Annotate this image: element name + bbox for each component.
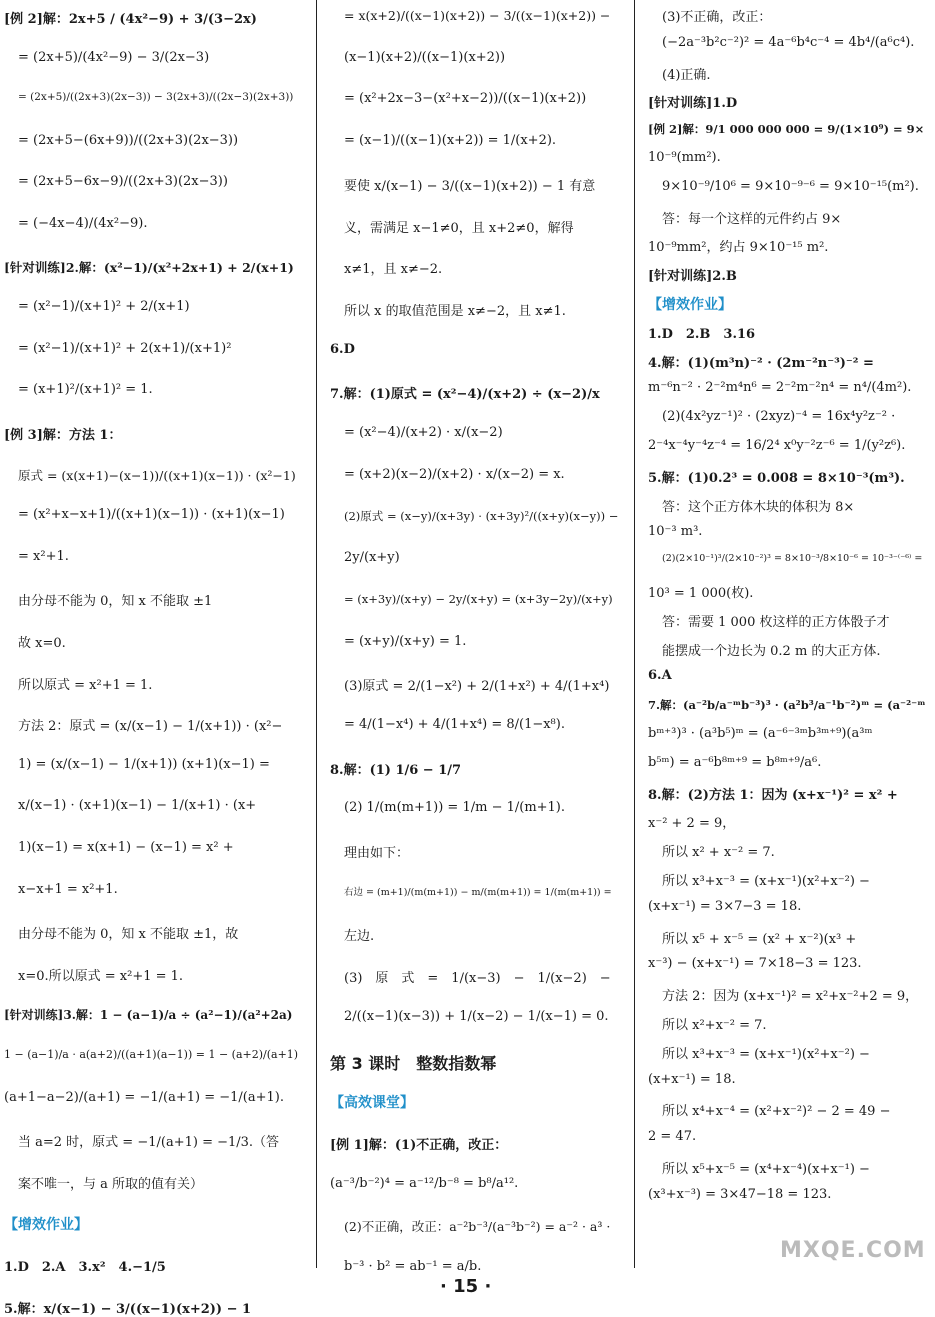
text-line: = (x+y)/(x+y) = 1. <box>344 633 467 649</box>
text-line: x⁻² + 2 = 9， <box>648 816 736 832</box>
text-line: m⁻⁶n⁻² · 2⁻²m⁴n⁶ = 2⁻²m⁻²n⁴ = n⁴/(4m²). <box>648 380 912 396</box>
text-line: 1) = (x/(x−1) − 1/(x+1)) (x+1)(x−1) = <box>18 756 270 772</box>
text-line: 能摆成一个边长为 0.2 m 的大正方体. <box>662 643 881 659</box>
text-line: (a+1−a−2)/(a+1) = −1/(a+1) = −1/(a+1). <box>4 1089 284 1105</box>
text-line: 答：需要 1 000 枚这样的正方体骰子才 <box>662 614 890 630</box>
text-line: [针对训练]1.D <box>648 96 738 112</box>
text-line: 10⁻⁹mm²，约占 9×10⁻¹⁵ m². <box>648 240 829 256</box>
text-line: 所以 x 的取值范围是 x≠−2，且 x≠1. <box>344 303 566 319</box>
text-line: = (x²+2x−3−(x²+x−2))/((x−1)(x+2)) <box>344 91 587 107</box>
text-line: 4.解：(1)(m³n)⁻² · (2m⁻²n⁻³)⁻² = <box>648 355 874 371</box>
text-line: 2 = 47. <box>648 1129 697 1145</box>
section-heading: 【增效作业】 <box>648 297 732 313</box>
text-line: 所以 x⁵+x⁻⁵ = (x⁴+x⁻⁴)(x+x⁻¹) − <box>662 1162 870 1177</box>
text-line: 义，需满足 x−1≠0，且 x+2≠0，解得 <box>344 220 574 236</box>
column-divider-1 <box>316 0 317 1268</box>
text-line: 1 − (a−1)/a · a(a+2)/((a+1)(a−1)) = 1 − (a+2)/(a+1) <box>4 1048 299 1061</box>
text-line: b⁻³ · b² = ab⁻¹ = a/b. <box>344 1259 482 1274</box>
text-line: 答：这个正方体木块的体积为 8× <box>662 499 855 515</box>
text-line: = (x+3y)/(x+y) − 2y/(x+y) = (x+3y−2y)/(x+y) <box>344 591 613 606</box>
text-line: 10³ = 1 000(枚). <box>648 586 754 601</box>
text-line: 1.D 2.A 3.x² 4.−1/5 <box>4 1260 166 1275</box>
text-line: (2)(4x²yz⁻¹)² · (2xyz)⁻⁴ = 16x⁴y²z⁻² · <box>662 409 896 425</box>
text-line: 故 x=0. <box>18 636 66 651</box>
text-line: 原式 = (x(x+1)−(x−1))/((x+1)(x−1)) · (x²−1) <box>18 467 296 483</box>
text-line: 2/((x−1)(x−3)) + 1/(x−2) − 1/(x−1) = 0. <box>344 1008 609 1024</box>
text-line: (3)原式 = 2/(1−x²) + 2/(1+x²) + 4/(1+x⁴) <box>344 679 610 695</box>
text-line: 所以 x³+x⁻³ = (x+x⁻¹)(x²+x⁻²) − <box>662 874 870 889</box>
text-line: x−x+1 = x²+1. <box>18 881 118 897</box>
section-heading: 【增效作业】 <box>4 1217 88 1234</box>
text-line: (2)(2×10⁻¹)³/(2×10⁻²)³ = 8×10⁻³/8×10⁻⁶ = 10⁻³⁻⁽⁻⁶⁾ = <box>662 553 923 565</box>
text-line: (3) 原 式 = 1/(x−3) − 1/(x−2) − <box>344 971 611 987</box>
text-line: 2⁻⁴x⁻⁴y⁻⁴z⁻⁴ = 16/2⁴ x⁰y⁻²z⁻⁶ = 1/(y²z⁶). <box>648 438 906 453</box>
text-line: [针对训练]2.B <box>648 269 737 285</box>
text-line: = (x+2)(x−2)/(x+2) · x/(x−2) = x. <box>344 466 565 482</box>
text-line: (3)不正确，改正： <box>662 10 772 25</box>
text-line: (x³+x⁻³) = 3×47−18 = 123. <box>648 1186 832 1202</box>
text-line: = (2x+5−(6x+9))/((2x+3)(2x−3)) <box>18 132 239 148</box>
text-line: x≠1，且 x≠−2. <box>344 262 443 278</box>
text-line: 方法 2：因为 (x+x⁻¹)² = x²+x⁻²+2 = 9， <box>662 989 919 1005</box>
text-line: [例 2]解：2x+5 / (4x²−9) + 3/(3−2x) <box>4 12 257 27</box>
text-line: = x(x+2)/((x−1)(x+2)) − 3/((x−1)(x+2)) − <box>344 8 611 23</box>
text-line: = (x−1)/((x−1)(x+2)) = 1/(x+2). <box>344 133 557 149</box>
text-line: 7.解：(1)原式 = (x²−4)/(x+2) ÷ (x−2)/x <box>330 387 600 403</box>
text-line: 6.A <box>648 668 672 684</box>
text-line: x⁻³) − (x+x⁻¹) = 7×18−3 = 123. <box>648 956 862 972</box>
watermark: MXQE.COM <box>780 1238 926 1263</box>
text-line: [针对训练]2.解：(x²−1)/(x²+2x+1) + 2/(x+1) <box>4 259 294 275</box>
column-divider-2 <box>634 0 635 1268</box>
text-line: = (x²−1)/(x+1)² + 2(x+1)/(x+1)² <box>18 340 232 356</box>
text-line: 要使 x/(x−1) − 3/((x−1)(x+2)) − 1 有意 <box>344 178 596 194</box>
section-heading: 【高效课堂】 <box>330 1095 414 1112</box>
lesson-title: 第 3 课时 整数指数幂 <box>330 1053 497 1073</box>
text-line: [例 1]解：(1)不正确，改正： <box>330 1137 508 1153</box>
text-line: 10⁻⁹(mm²). <box>648 150 721 165</box>
text-line: 所以 x³+x⁻³ = (x+x⁻¹)(x²+x⁻²) − <box>662 1046 870 1062</box>
text-line: (x+x⁻¹) = 18. <box>648 1071 736 1087</box>
text-line: (x+x⁻¹) = 3×7−3 = 18. <box>648 898 802 914</box>
text-line: (2) 1/(m(m+1)) = 1/m − 1/(m+1). <box>344 800 566 816</box>
text-line: 所以 x²+x⁻² = 7. <box>662 1018 767 1033</box>
text-line: 9×10⁻⁹/10⁶ = 9×10⁻⁹⁻⁶ = 9×10⁻¹⁵(m²). <box>662 178 919 194</box>
text-line: = (x²−1)/(x+1)² + 2/(x+1) <box>18 299 190 315</box>
text-line: = (2x+5−6x−9)/((2x+3)(2x−3)) <box>18 174 228 190</box>
text-line: 5.解：x/(x−1) − 3/((x−1)(x+2)) − 1 <box>4 1301 252 1317</box>
text-line: 7.解：(a⁻²b/a⁻ᵐb⁻³)³ · (a²b³/a⁻¹b⁻²)ᵐ = (a⁻²⁻ᵐ <box>648 698 926 713</box>
text-line: (a⁻³/b⁻²)⁴ = a⁻¹²/b⁻⁸ = b⁸/a¹². <box>330 1175 519 1191</box>
text-line: [例 2]解：9/1 000 000 000 = 9/(1×10⁹) = 9× <box>648 122 925 137</box>
text-line: 答：每一个这样的元件约占 9× <box>662 211 842 227</box>
text-line: 案不唯一，与 a 所取的值有关） <box>18 1176 204 1192</box>
text-line: 所以原式 = x²+1 = 1. <box>18 677 153 693</box>
text-line: 由分母不能为 0，知 x 不能取 ±1，故 <box>18 927 239 943</box>
text-line: 1)(x−1) = x(x+1) − (x−1) = x² + <box>18 840 234 855</box>
text-line: 由分母不能为 0，知 x 不能取 ±1 <box>18 594 213 610</box>
text-line: = (x²+x−x+1)/((x+1)(x−1)) · (x+1)(x−1) <box>18 507 285 523</box>
text-line: 2y/(x+y) <box>344 550 400 566</box>
text-line: 所以 x² + x⁻² = 7. <box>662 845 775 861</box>
text-line: (x−1)(x+2)/((x−1)(x+2)) <box>344 49 506 65</box>
text-line: 10⁻³ m³. <box>648 524 703 540</box>
text-line: 右边 = (m+1)/(m(m+1)) − m/(m(m+1)) = 1/(m(m+1)) = <box>344 886 612 898</box>
text-line: = (2x+5)/((2x+3)(2x−3)) − 3(2x+3)/((2x−3)(2x+3)) <box>18 91 294 104</box>
text-line: 方法 2：原式 = (x/(x−1) − 1/(x+1)) · (x²− <box>18 719 283 735</box>
text-line: (2)原式 = (x−y)/(x+3y) · (x+3y)²/((x+y)(x−y)) − <box>344 509 619 524</box>
text-line: bᵐ⁺³)³ · (a³b⁵)ᵐ = (a⁻⁶⁻³ᵐb³ᵐ⁺⁹)(a³ᵐ <box>648 726 873 741</box>
text-line: 所以 x⁴+x⁻⁴ = (x²+x⁻²)² − 2 = 49 − <box>662 1104 891 1120</box>
text-line: 理由如下： <box>344 846 410 861</box>
text-line: x/(x−1) · (x+1)(x−1) − 1/(x+1) · (x+ <box>18 798 257 814</box>
text-line: 8.解：(1) 1/6 − 1/7 <box>330 762 462 778</box>
text-line: b⁵ᵐ) = a⁻⁶b⁸ᵐ⁺⁹ = b⁸ᵐ⁺⁹/a⁶. <box>648 754 822 770</box>
text-line: (4)正确. <box>662 67 711 83</box>
text-line: = 4/(1−x⁴) + 4/(1+x⁴) = 8/(1−x⁸). <box>344 716 565 732</box>
text-line: (2)不正确，改正：a⁻²b⁻³/(a⁻³b⁻²) = a⁻² · a³ · <box>344 1219 611 1235</box>
text-line: 所以 x⁵ + x⁻⁵ = (x² + x⁻²)(x³ + <box>662 931 857 947</box>
text-line: 6.D <box>330 341 355 357</box>
text-line: 1.D 2.B 3.16 <box>648 326 756 342</box>
text-line: = (x²−4)/(x+2) · x/(x−2) <box>344 425 503 440</box>
page-number: · 15 · <box>440 1276 492 1297</box>
text-line: 8.解：(2)方法 1：因为 (x+x⁻¹)² = x² + <box>648 787 898 803</box>
text-line: x=0.所以原式 = x²+1 = 1. <box>18 968 184 984</box>
text-line: (−2a⁻³b²c⁻²)² = 4a⁻⁶b⁴c⁻⁴ = 4b⁴/(a⁶c⁴). <box>662 34 915 50</box>
text-line: = (2x+5)/(4x²−9) − 3/(2x−3) <box>18 49 210 65</box>
text-line: 左边. <box>344 929 375 945</box>
text-line: = (−4x−4)/(4x²−9). <box>18 216 148 231</box>
text-line: 5.解：(1)0.2³ = 0.008 = 8×10⁻³(m³). <box>648 470 905 486</box>
text-line: = (x+1)²/(x+1)² = 1. <box>18 382 153 398</box>
text-line: 当 a=2 时，原式 = −1/(a+1) = −1/3.（答 <box>18 1135 280 1151</box>
text-line: = x²+1. <box>18 548 69 564</box>
text-line: [针对训练]3.解：1 − (a−1)/a ÷ (a²−1)/(a²+2a) <box>4 1008 293 1023</box>
text-line: [例 3]解：方法 1： <box>4 428 122 443</box>
